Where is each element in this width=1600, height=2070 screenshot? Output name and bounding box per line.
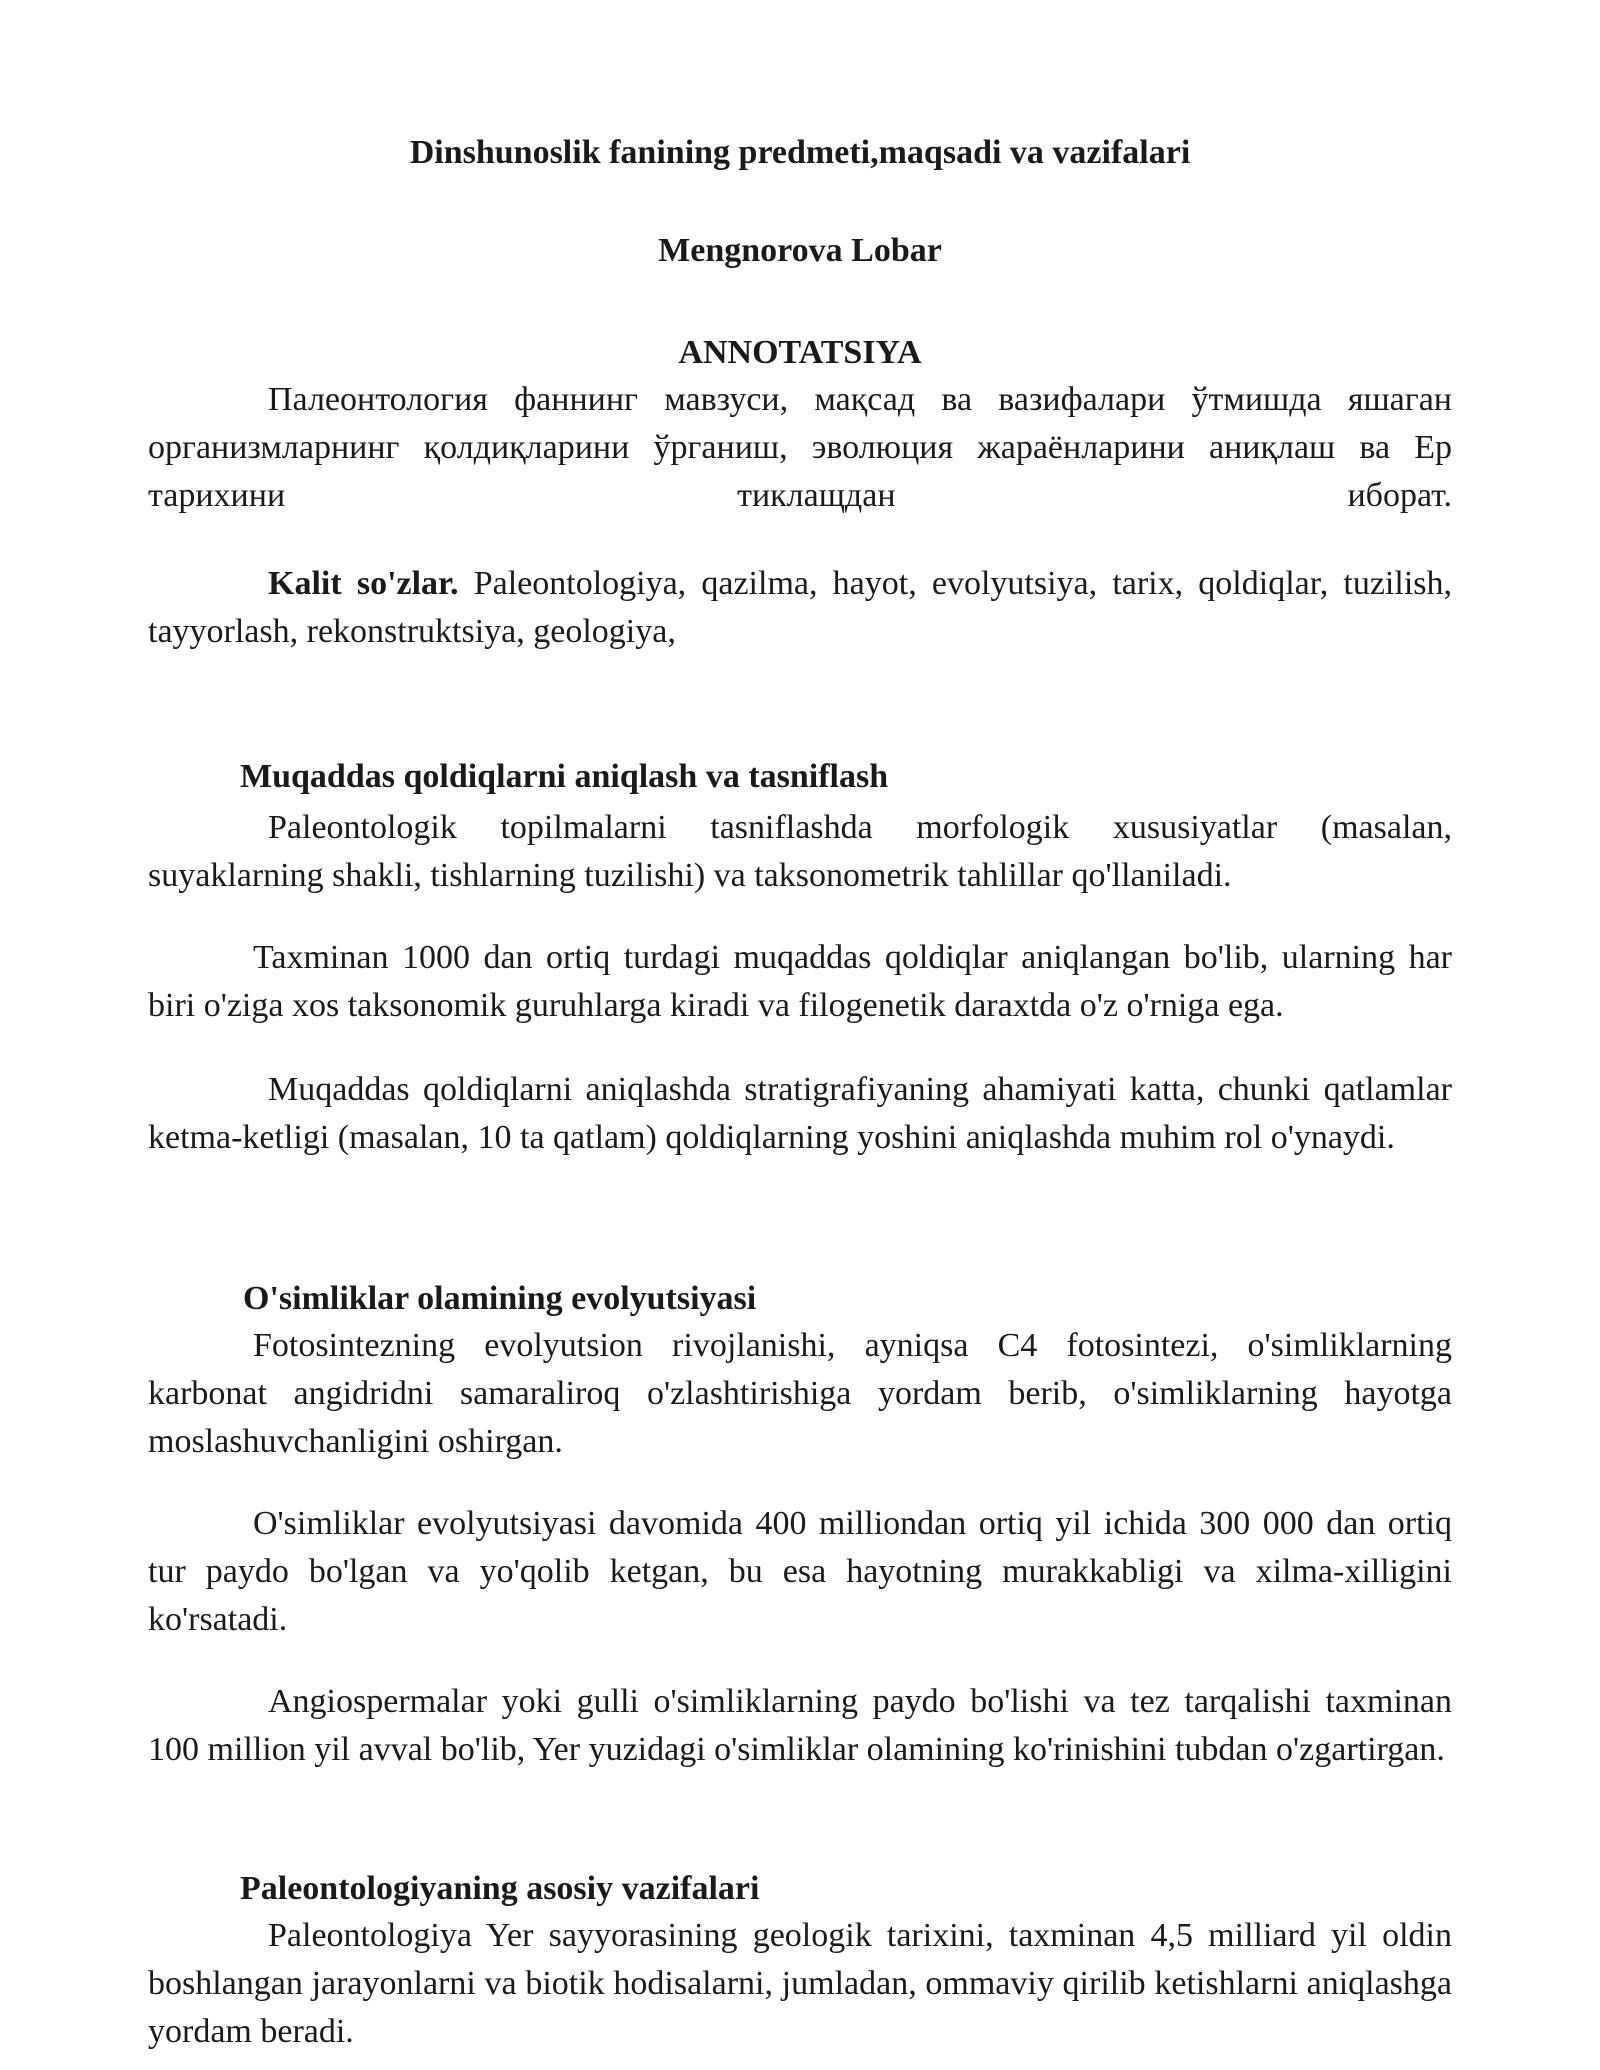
author-name: Mengnorova Lobar (658, 232, 942, 269)
keywords-label: Kalit so'zlar. (268, 565, 459, 602)
annotation-heading: ANNOTATSIYA (678, 334, 922, 371)
keywords-paragraph (148, 560, 1452, 656)
section-paragraph: Fotosintezning evolyutsion rivojlanishi, ayniqsa C4 fotosintezi, o'simliklarning karbonat angidridni samaraliroq o'zlashtirishiga yordam berib, o'simliklarning hayotga moslashuvchanligini oshirgan. (148, 1327, 1452, 1460)
section-heading: Muqaddas qoldiqlarni aniqlash va tasniflash (240, 758, 889, 795)
section-paragraph: Paleontologiya Yer sayyorasining geologik tarixini, taxminan 4,5 milliard yil oldin boshlangan jarayonlarni va biotik hodisalarni, jumladan, ommaviy qirilib ketishlarni aniqlashga yordam beradi. (148, 1917, 1452, 2050)
section-heading: Paleontologiyaning asosiy vazifalari (240, 1870, 760, 1907)
section-paragraph: Paleontologik topilmalarni tasniflashda morfologik xususiyatlar (masalan, suyaklarning shakli, tishlarning tuzilishi) va taksonometrik tahlillar qo'llaniladi. (148, 809, 1452, 894)
section-heading: O'simliklar olamining evolyutsiyasi (243, 1280, 757, 1317)
section-paragraph: Muqaddas qoldiqlarni aniqlashda stratigrafiyaning ahamiyati katta, chunki qatlamlar ketma-ketligi (masalan, 10 ta qatlam) qoldiqlarning yoshini aniqlashda muhim rol o'ynaydi. (148, 1071, 1452, 1156)
document-title: Dinshunoslik fanining predmeti,maqsadi va vazifalari (409, 134, 1191, 171)
annotation-text: Палеонтология фаннинг мавзуси, мақсад ва вазифалари ўтмишда яшаган организмларнинг қолдиқларини ўрганиш, эволюция жараёнларини аниқлаш ва Ер (148, 381, 1452, 466)
keywords-text: Paleontologiya, qazilma, hayot, evolyutsiya, tarix, qoldiqlar, tuzilish, tayyorlash, rekonstruktsiya, geologiya, (148, 565, 1452, 650)
section-paragraph: Angiospermalar yoki gulli o'simliklarning paydo bo'lishi va tez tarqalishi taxminan 100 million yil avval bo'lib, Yer yuzidagi o'simliklar olamining ko'rinishini tubdan o'zgartirgan. (148, 1683, 1452, 1768)
section-paragraph: Taxminan 1000 dan ortiq turdagi muqaddas qoldiqlar aniqlangan bo'lib, ularning har biri o'ziga xos taksonomik guruhlarga kiradi va filogenetik daraxtda o'z o'rniga ega. (148, 939, 1452, 1024)
section-paragraph: O'simliklar evolyutsiyasi davomida 400 milliondan ortiq yil ichida 300 000 dan ortiq tur paydo bo'lgan va yo'qolib ketgan, bu esa hayotning murakkabligi va xilma-xilligini ko'rsatadi. (148, 1505, 1452, 1638)
annotation-text-last-line: тарихини тиклащдан иборат. (148, 477, 1452, 514)
